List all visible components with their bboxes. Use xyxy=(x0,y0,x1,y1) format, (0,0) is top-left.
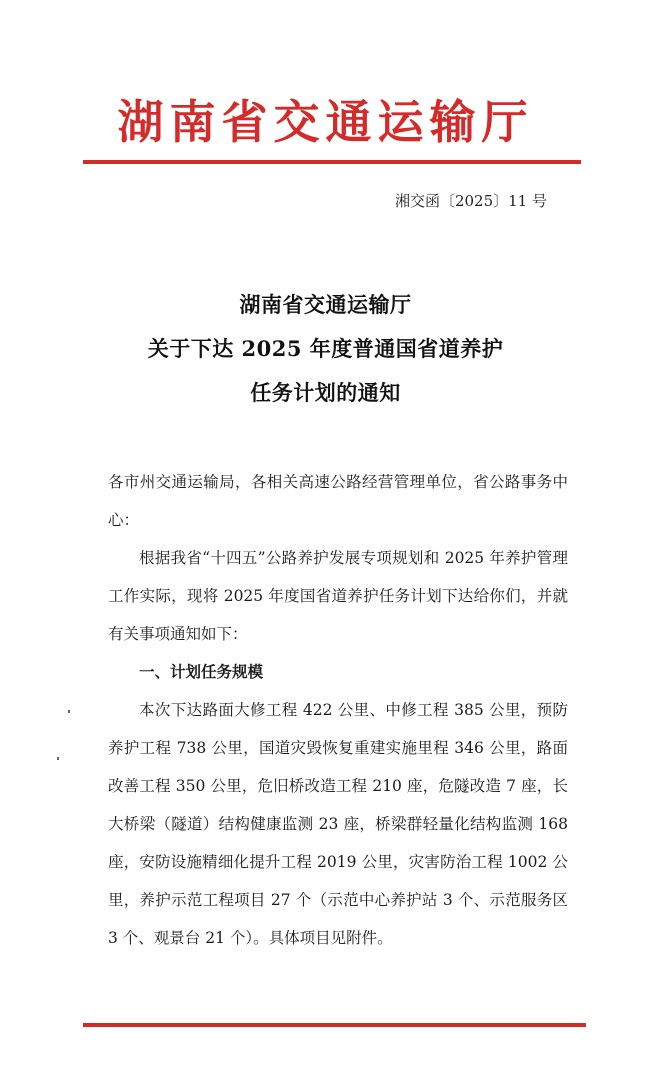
title-line-3: 任务计划的通知 xyxy=(250,380,401,405)
title-line-2: 关于下达 2025 年度普通国省道养护 xyxy=(147,336,504,361)
letterhead-divider xyxy=(83,160,581,164)
document-number: 湘交函〔2025〕11 号 xyxy=(394,192,547,210)
notice-body xyxy=(108,463,568,957)
title-line-1: 湖南省交通运输厅 xyxy=(239,292,412,317)
section-paragraph: 本次下达路面大修工程 422 公里、中修工程 385 公里，预防养护工程 738 公里，国道灾毁恢复重建实施里程 346 公里，路面改善工程 350 公里，危旧桥改造工程 210 座，危隧改造 7 座，长大桥梁（隧道）结构健康监测 23 座，桥梁群轻量化结构监测 168 座，安防设施精细化提升工程 2019 公里，灾害防治工程 1002 公里，养护示范工程项目 27 个（示范中心养护站 3 个、示范服务区 3 个、观景台 21 个）。具体项目见附件。 xyxy=(108,701,568,947)
scan-speck xyxy=(68,710,70,713)
letterhead-title: 湖南省交通运输厅 xyxy=(117,95,534,149)
salutation: 各市州交通运输局，各相关高速公路经营管理单位，省公路事务中心： xyxy=(108,473,568,529)
notice-title xyxy=(0,283,651,415)
scan-speck xyxy=(57,757,59,760)
section-heading: 一、计划任务规模 xyxy=(139,662,264,681)
intro-paragraph: 根据我省“十四五”公路养护发展专项规划和 2025 年养护管理工作实际，现将 2025 年度国省道养护任务计划下达给你们，并就有关事项通知如下： xyxy=(108,549,568,643)
footer-divider xyxy=(83,1023,586,1027)
